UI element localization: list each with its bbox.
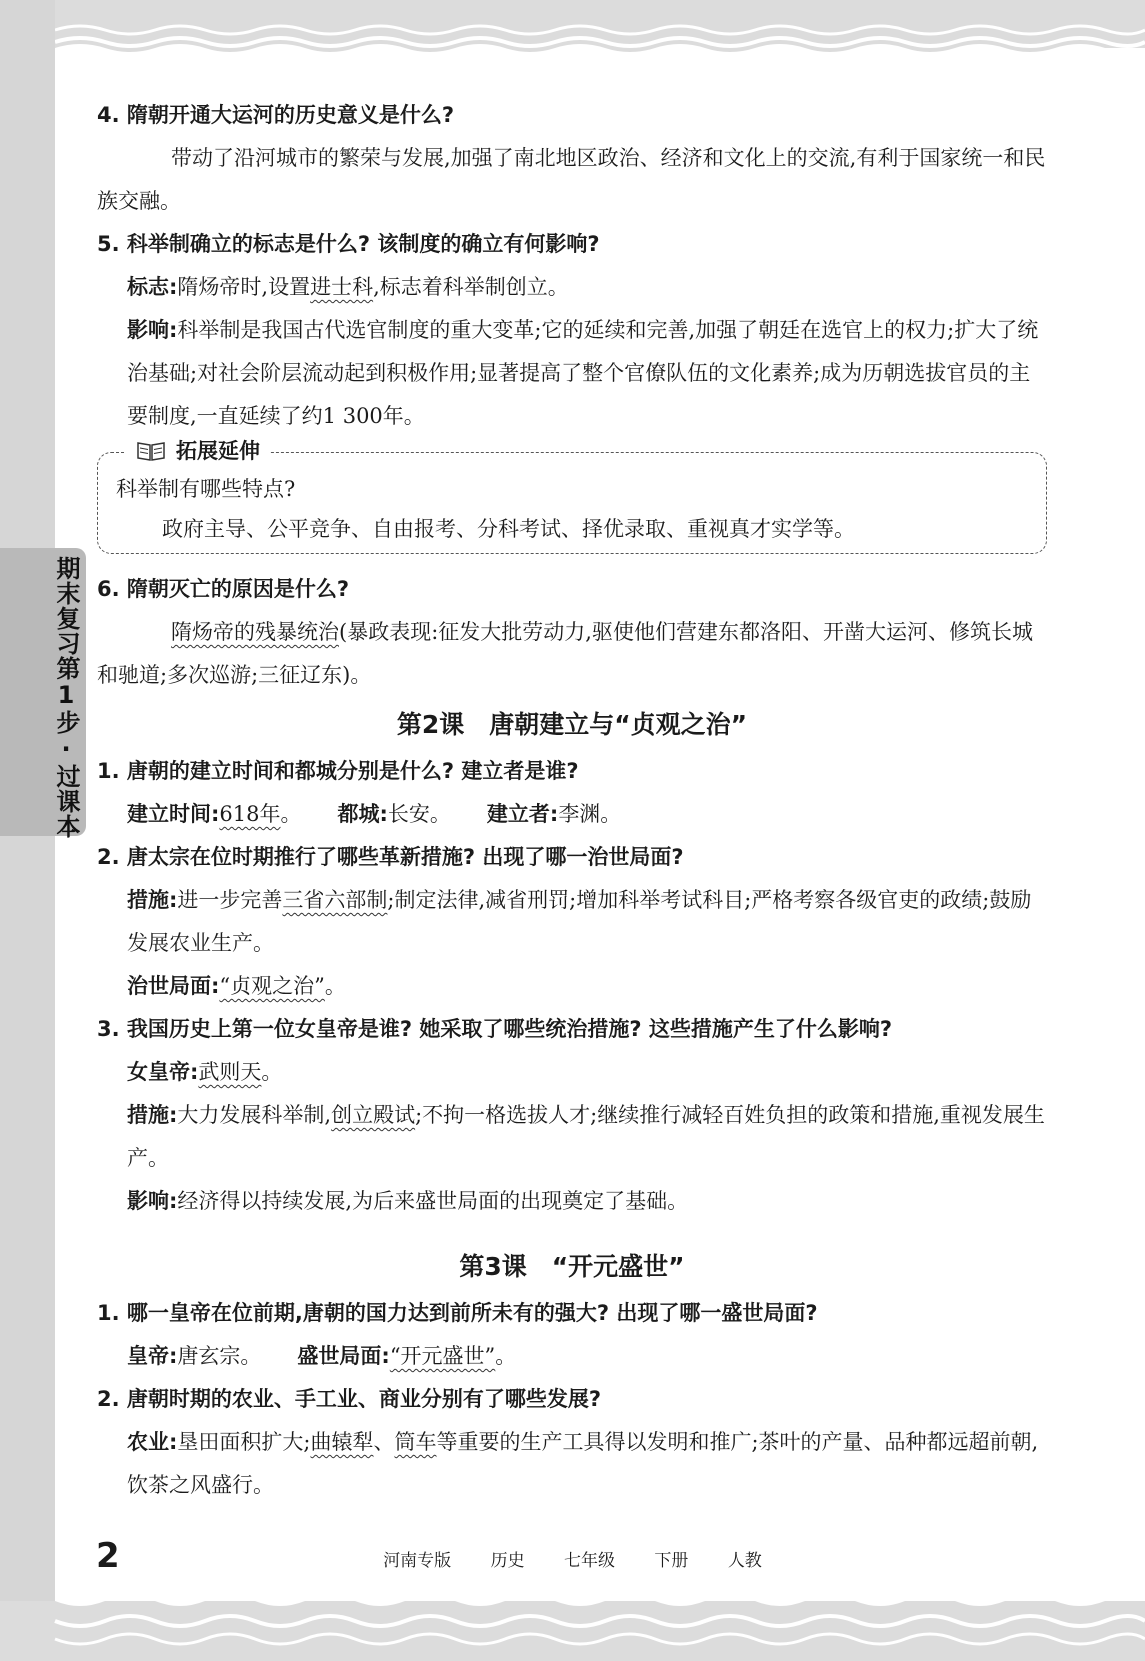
measures-key: 三省六部制 xyxy=(282,888,388,912)
l3-answer-2 xyxy=(97,1421,1047,1507)
l2-answer-1: 建立时间:618年。 都城:长安。 建立者:李渊。 xyxy=(127,802,622,826)
question-6: 6. 隋朝灭亡的原因是什么? xyxy=(97,577,350,601)
footer-item: 七年级 xyxy=(564,1551,615,1571)
l2-answer-2-measures xyxy=(97,879,1047,965)
founder-value: 李渊。 xyxy=(558,802,622,826)
sign-post: ,标志着科举制创立。 xyxy=(373,275,569,299)
footer-info xyxy=(0,1546,1145,1571)
time-label: 建立时间: xyxy=(127,802,220,826)
sign-label: 标志: xyxy=(127,275,178,299)
footer-item: 人教 xyxy=(727,1551,762,1571)
agri-key-1: 曲辕犁 xyxy=(310,1430,374,1454)
question-4: 4. 隋朝开通大运河的历史意义是什么? xyxy=(97,103,455,127)
extension-question: 科举制有哪些特点? xyxy=(116,477,296,501)
answer-5-sign xyxy=(97,266,1047,309)
sign-key: 进士科 xyxy=(310,275,374,299)
answer-6-rest: (暴政表现:征发大批劳动力,驱使他们营建东都洛阳、开凿大运河、修筑长城和驰道;多次巡游;三征辽东)。 xyxy=(97,620,1033,687)
l2-answer-3-measures xyxy=(97,1094,1047,1180)
era-value: “贞观之治” xyxy=(219,974,325,998)
capital-value: 长安。 xyxy=(387,802,451,826)
book-icon xyxy=(136,440,166,462)
page-number: 2 xyxy=(96,1536,120,1576)
l2q3-measures-post: ;不拘一格选拔人才;继续推行减轻百姓负担的政策和措施,重视发展生产。 xyxy=(127,1103,1045,1170)
measures-post: ;制定法律,减省刑罚;增加科举考试科目;严格考察各级官吏的政绩;鼓励发展农业生产。 xyxy=(127,888,1032,955)
impact-label: 影响: xyxy=(127,318,178,342)
agri-pre: 垦田面积扩大; xyxy=(177,1430,311,1454)
l2q3-impact-text: 经济得以持续发展,为后来盛世局面的出现奠定了基础。 xyxy=(177,1189,689,1213)
lesson-2-title: 第2课 唐朝建立与“贞观之治” xyxy=(396,710,748,739)
l2-question-3: 3. 我国历史上第一位女皇帝是谁? 她采取了哪些统治措施? 这些措施产生了什么影响? xyxy=(97,1017,893,1041)
empress-label: 女皇帝: xyxy=(127,1060,199,1084)
l2-question-2: 2. 唐太宗在位时期推行了哪些革新措施? 出现了哪一治世局面? xyxy=(97,845,684,869)
l2q3-measures-label: 措施: xyxy=(127,1103,178,1127)
extension-answer: 政府主导、公平竞争、自由报考、分科考试、择优录取、重视真才实学等。 xyxy=(162,517,855,541)
l2-answer-3-impact xyxy=(97,1180,1047,1223)
l3-question-1: 1. 哪一皇帝在位前期,唐朝的国力达到前所未有的强大? 出现了哪一盛世局面? xyxy=(97,1301,818,1325)
page-content xyxy=(97,94,1047,1507)
l2-answer-3-empress: 女皇帝:武则天。 xyxy=(127,1060,283,1084)
sign-pre: 隋炀帝时,设置 xyxy=(177,275,311,299)
footer-item: 河南专版 xyxy=(383,1551,452,1571)
capital-label: 都城: xyxy=(337,802,388,826)
extension-heading xyxy=(126,437,270,465)
l2-question-1: 1. 唐朝的建立时间和都城分别是什么? 建立者是谁? xyxy=(97,759,579,783)
agri-label: 农业: xyxy=(127,1430,178,1454)
agri-sep: 、 xyxy=(373,1430,395,1454)
extension-box xyxy=(97,439,1047,554)
question-5: 5. 科举制确立的标志是什么? 该制度的确立有何影响? xyxy=(97,232,600,256)
l2q3-measures-key: 创立殿试 xyxy=(331,1103,416,1127)
answer-6-key: 隋炀帝的残暴统治 xyxy=(171,620,339,644)
l3-era-label: 盛世局面: xyxy=(297,1344,390,1368)
l3-answer-1: 皇帝:唐玄宗。 盛世局面:“开元盛世”。 xyxy=(127,1344,517,1368)
measures-label: 措施: xyxy=(127,888,178,912)
l3-question-2: 2. 唐朝时期的农业、手工业、商业分别有了哪些发展? xyxy=(97,1387,602,1411)
l2q3-measures-pre: 大力发展科举制, xyxy=(177,1103,332,1127)
emperor-label: 皇帝: xyxy=(127,1344,178,1368)
l2-answer-2-era: 治世局面:“贞观之治”。 xyxy=(127,974,346,998)
measures-pre: 进一步完善 xyxy=(177,888,283,912)
top-wavy-border xyxy=(0,0,1145,70)
agri-key-2: 筒车 xyxy=(394,1430,437,1454)
empress-value: 武则天 xyxy=(198,1060,262,1084)
era-label: 治世局面: xyxy=(127,974,220,998)
founder-label: 建立者: xyxy=(486,802,559,826)
answer-6 xyxy=(97,611,1047,697)
l3-era-value: “开元盛世” xyxy=(389,1344,496,1368)
answer-5-impact xyxy=(97,309,1047,438)
side-tab-label: 期末复习第1步·过课本 xyxy=(52,556,80,839)
lesson-3-title: 第3课 “开元盛世” xyxy=(459,1252,685,1281)
agri-post: 等重要的生产工具得以发明和推广;茶叶的产量、品种都远超前朝,饮茶之风盛行。 xyxy=(127,1430,1039,1497)
time-value: 618年 xyxy=(219,802,281,826)
l2q3-impact-label: 影响: xyxy=(127,1189,178,1213)
answer-4: 带动了沿河城市的繁荣与发展,加强了南北地区政治、经济和文化上的交流,有利于国家统一和民族交融。 xyxy=(97,146,1046,213)
impact-text: 科举制是我国古代选官制度的重大变革;它的延续和完善,加强了朝廷在选官上的权力;扩大了统治基础;对社会阶层流动起到积极作用;显著提高了整个官僚队伍的文化素养;成为历朝选拔官员的主要制度,一直延续了约1 300年。 xyxy=(127,318,1039,428)
extension-title: 拓展延伸 xyxy=(176,439,260,463)
emperor-value: 唐玄宗。 xyxy=(177,1344,262,1368)
footer-item: 历史 xyxy=(490,1551,525,1571)
footer-item: 下册 xyxy=(654,1551,689,1571)
